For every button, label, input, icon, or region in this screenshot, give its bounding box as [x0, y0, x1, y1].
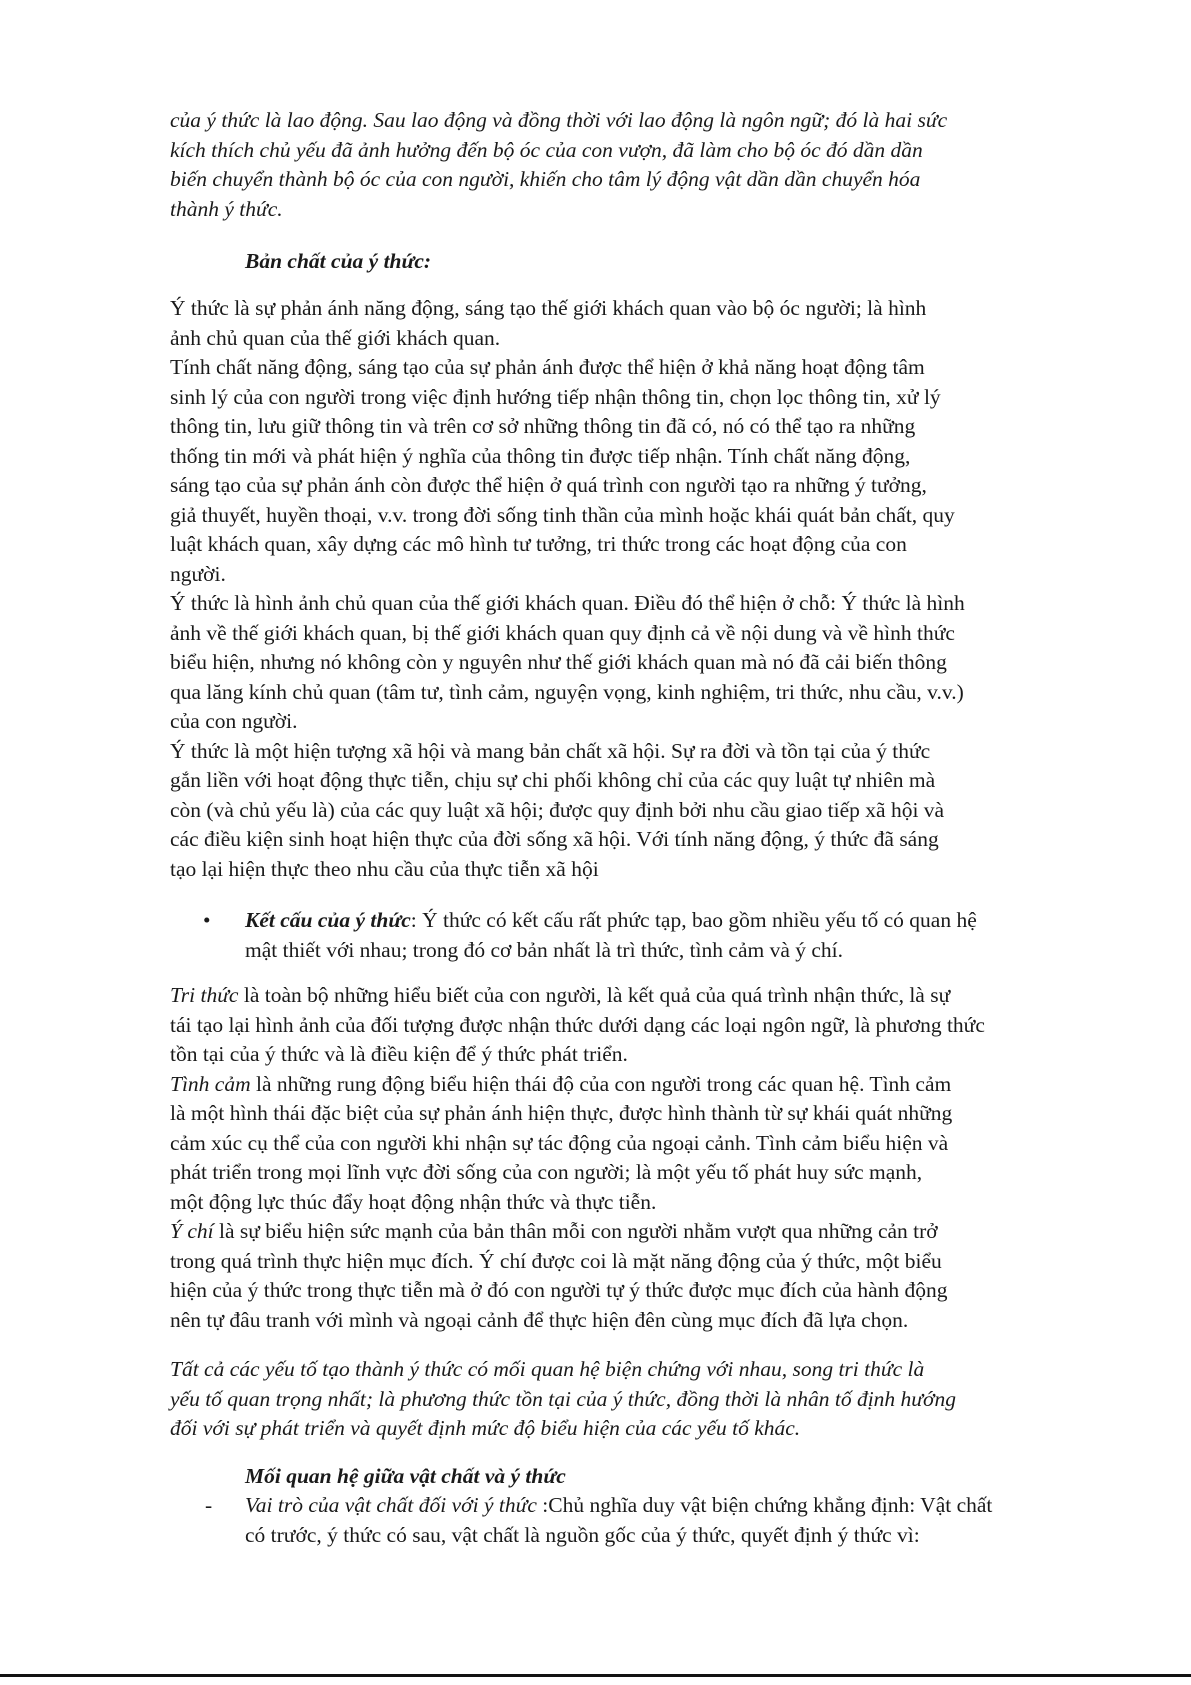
text-line: luật khách quan, xây dựng các mô hình tư tưởng, tri thức trong các hoạt động của con	[170, 532, 907, 556]
intro-paragraph	[170, 106, 1100, 224]
text-line: tạo lại hiện thực theo nhu cầu của thực tiễn xã hội	[170, 856, 599, 881]
dash-marker: -	[205, 1493, 213, 1517]
text-line: Ý thức là sự phản ánh năng động, sáng tạo thế giới khách quan vào bộ óc người; là hình	[170, 296, 927, 320]
text-line: gắn liền với hoạt động thực tiễn, chịu sự chi phối không chỉ của các quy luật tự nhiên mà	[170, 768, 936, 792]
intro-line: thành ý thức.	[170, 196, 283, 221]
emotion-term: Tình cảm	[170, 1071, 251, 1096]
components-paragraphs	[170, 981, 1100, 1335]
relation-line2: có trước, ý thức có sau, vật chất là nguồn gốc của ý thức, quyết định ý thức vì:	[245, 1522, 920, 1547]
text-line: Tính chất năng động, sáng tạo của sự phản ánh được thể hiện ở khả năng hoạt động tâm	[170, 355, 925, 379]
text-line: giả thuyết, huyền thoại, v.v. trong đời sống tinh thần của mình hoặc khái quát bản chất, quy	[170, 502, 955, 527]
relation-dash-text	[245, 1491, 1105, 1550]
text-line: tái tạo lại hình ảnh của đối tượng được nhận thức dưới dạng các loại ngôn ngữ, là phương thức	[170, 1012, 985, 1037]
section-heading-relation: Mối quan hệ giữa vật chất và ý thức	[245, 1464, 566, 1488]
intro-line: biến chuyển thành bộ óc của con người, khiến cho tâm lý động vật dần dần chuyển hóa	[170, 167, 921, 191]
emotion-line: Tình cảm là những rung động biểu hiện thái độ của con người trong các quan hệ. Tình cảm	[170, 1071, 952, 1096]
text-line: phát triển trong mọi lĩnh vực đời sống của con người; là một yếu tố phát huy sức mạnh,	[170, 1160, 923, 1184]
text-line: qua lăng kính chủ quan (tâm tư, tình cảm, nguyện vọng, kinh nghiệm, tri thức, nhu cầu, v.v.)	[170, 679, 964, 704]
summary-line: yếu tố quan trọng nhất; là phương thức tồn tại của ý thức, đồng thời là nhân tố định hướng	[170, 1386, 956, 1411]
text-line: nên tự đâu tranh với mình và ngoại cảnh để thực hiện đên cùng mục đích đã lựa chọn.	[170, 1307, 909, 1332]
relation-line1: :Chủ nghĩa duy vật biện chứng khẳng định: Vật chất	[536, 1493, 993, 1517]
summary-paragraph	[170, 1355, 1100, 1444]
text-line: hiện của ý thức trong thực tiễn mà ở đó con người tự ý thức được mục đích của hành động	[170, 1278, 948, 1302]
text-line: thông tin, lưu giữ thông tin và trên cơ sở những thông tin đã có, nó có thể tạo ra những	[170, 414, 916, 438]
intro-line: kích thích chủ yếu đã ảnh hưởng đến bộ óc của con vượn, đã làm cho bộ óc đó dần dần	[170, 137, 923, 162]
will-term: Ý chí	[170, 1219, 214, 1243]
text-line: sáng tạo của sự phản ánh còn được thể hiện ở quá trình con người tạo ra những ý tưởng,	[170, 473, 927, 497]
nature-paragraphs	[170, 294, 1100, 884]
summary-line: đối với sự phát triển và quyết định mức độ biểu hiện của các yếu tố khác.	[170, 1416, 801, 1440]
text-line: các điều kiện sinh hoạt hiện thực của đời sống xã hội. Với tính năng động, ý thức đã sáng	[170, 827, 939, 851]
text-line: là một hình thái đặc biệt của sự phản ánh hiện thực, được hình thành từ sự khái quát những	[170, 1101, 953, 1125]
text-line: cảm xúc cụ thể của con người khi nhận sự tác động của ngoại cảnh. Tình cảm biểu hiện và	[170, 1130, 949, 1155]
intro-line: của ý thức là lao động. Sau lao động và đồng thời với lao động là ngôn ngữ; đó là hai sức	[170, 108, 948, 132]
text-line: trong quá trình thực hiện mục đích. Ý chí được coi là mặt năng động của ý thức, một biểu	[170, 1248, 942, 1273]
knowledge-line: Tri thức là toàn bộ những hiểu biết của con người, là kết quả của quá trình nhận thức, là sự	[170, 983, 951, 1007]
summary-line: Tất cả các yếu tố tạo thành ý thức có mối quan hệ biện chứng với nhau, song tri thức là	[170, 1357, 925, 1381]
text-line: sinh lý của con người trong việc định hướng tiếp nhận thông tin, chọn lọc thông tin, xử lý	[170, 384, 941, 409]
text-line: biểu hiện, nhưng nó không còn y nguyên như thế giới khách quan mà nó đã cải biến thông	[170, 650, 947, 674]
text-line: ảnh về thế giới khách quan, bị thế giới khách quan quy định cả về nội dung và về hình thức	[170, 620, 955, 645]
will-line: Ý chí là sự biểu hiện sức mạnh của bản thân mỗi con người nhằm vượt qua những cản trở	[170, 1219, 938, 1243]
text-line: thống tin mới và phát hiện ý nghĩa của thông tin được tiếp nhận. Tính chất năng động,	[170, 443, 911, 468]
text-line: ảnh chủ quan của thế giới khách quan.	[170, 325, 501, 350]
bullet-marker: •	[203, 908, 211, 932]
relation-term: Vai trò của vật chất đối với ý thức	[245, 1493, 537, 1517]
text-line: còn (và chủ yếu là) của các quy luật xã hội; được quy định bởi nhu cầu giao tiếp xã hội và	[170, 797, 945, 822]
text-line: Ý thức là hình ảnh chủ quan của thế giới khách quan. Điều đó thể hiện ở chỗ: Ý thức là hình	[170, 591, 965, 615]
section-heading-nature: Bản chất của ý thức:	[245, 249, 432, 273]
structure-line2: mật thiết với nhau; trong đó cơ bản nhất là trì thức, tình cảm và ý chí.	[245, 937, 844, 962]
text-line: một động lực thúc đẩy hoạt động nhận thức và thực tiễn.	[170, 1189, 657, 1214]
structure-bullet-text	[245, 906, 1105, 965]
text-line: người.	[170, 561, 226, 586]
page-bottom-rule	[0, 1674, 1191, 1677]
text-line: Ý thức là một hiện tượng xã hội và mang bản chất xã hội. Sự ra đời và tồn tại của ý thức	[170, 738, 931, 763]
structure-term: Kết cấu của ý thức	[245, 908, 411, 932]
knowledge-term: Tri thức	[170, 983, 239, 1007]
text-line: của con người.	[170, 709, 298, 733]
structure-line1: : Ý thức có kết cấu rất phức tạp, bao gồm nhiều yếu tố có quan hệ	[410, 908, 977, 932]
text-line: tồn tại của ý thức và là điều kiện để ý thức phát triển.	[170, 1042, 628, 1066]
